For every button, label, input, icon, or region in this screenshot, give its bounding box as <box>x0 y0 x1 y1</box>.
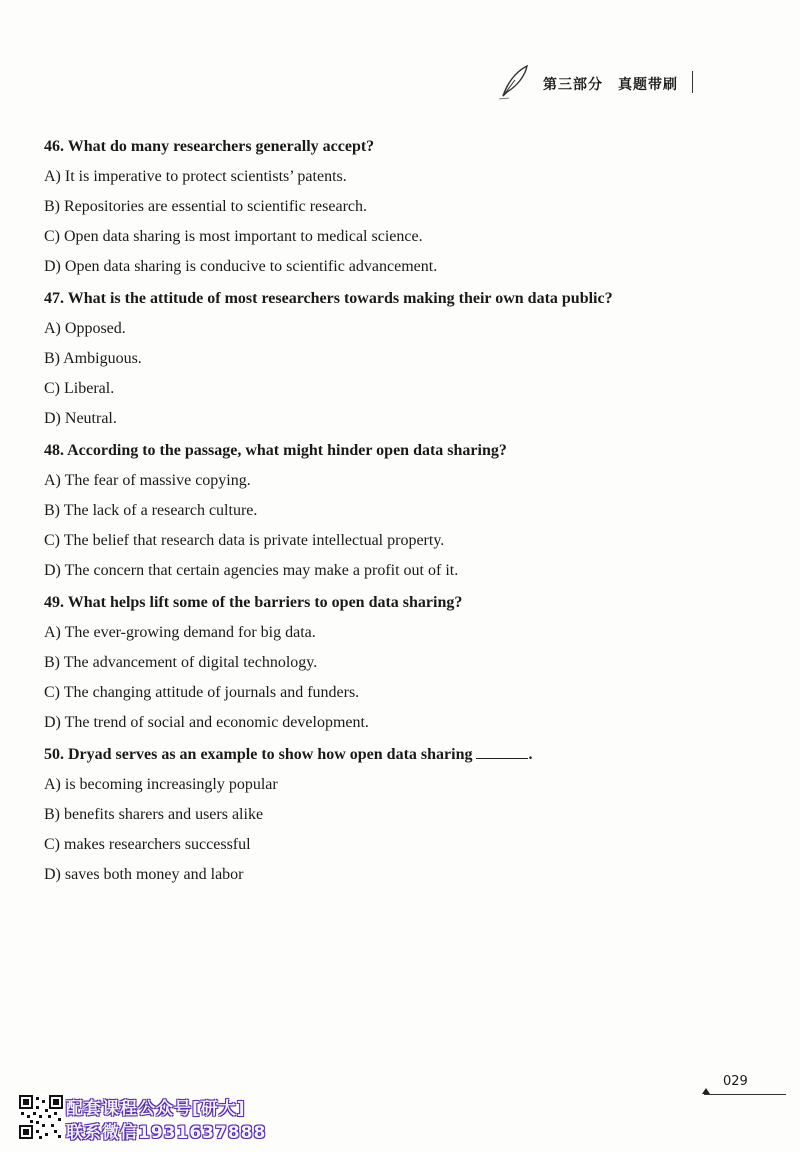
option-b: B) Repositories are essential to scientific research. <box>44 198 367 215</box>
page-number: 029 <box>723 1074 748 1089</box>
promo-watermark <box>18 1092 318 1144</box>
qr-code-icon <box>18 1094 64 1140</box>
question-text: 49. What helps lift some of the barriers to open data sharing? <box>44 594 463 611</box>
answer-blank <box>476 744 528 759</box>
option-a: A) It is imperative to protect scientists’ patents. <box>44 168 347 185</box>
question-end: . <box>528 746 533 763</box>
question-48 <box>44 436 764 586</box>
option-b: B) The advancement of digital technology. <box>44 654 318 671</box>
page-header <box>495 62 755 102</box>
option-a: A) Opposed. <box>44 320 126 337</box>
question-text: 46. What do many researchers generally accept? <box>44 138 375 155</box>
option-c: C) The belief that research data is private intellectual property. <box>44 532 445 549</box>
header-divider <box>692 71 693 93</box>
option-b: B) benefits sharers and users alike <box>44 806 264 823</box>
option-d: D) Neutral. <box>44 410 117 427</box>
question-text: 47. What is the attitude of most researchers towards making their own data public? <box>44 290 613 307</box>
option-d: D) Open data sharing is conducive to scientific advancement. <box>44 258 438 275</box>
question-46 <box>44 132 764 282</box>
option-c: C) Open data sharing is most important to medical science. <box>44 228 423 245</box>
option-b: B) The lack of a research culture. <box>44 502 258 519</box>
option-d: D) The trend of social and economic development. <box>44 714 369 731</box>
question-49 <box>44 588 764 738</box>
option-d: D) saves both money and labor <box>44 866 244 883</box>
question-47 <box>44 284 764 434</box>
option-d: D) The concern that certain agencies may make a profit out of it. <box>44 562 459 579</box>
option-c: C) makes researchers successful <box>44 836 251 853</box>
option-c: C) The changing attitude of journals and funders. <box>44 684 360 701</box>
question-text <box>44 740 764 770</box>
question-list <box>44 132 764 892</box>
footer-rule <box>704 1094 786 1095</box>
option-b: B) Ambiguous. <box>44 350 142 367</box>
option-a: A) is becoming increasingly popular <box>44 776 278 793</box>
question-stem: 50. Dryad serves as an example to show how open data sharing <box>44 746 473 763</box>
question-50 <box>44 740 764 890</box>
option-c: C) Liberal. <box>44 380 115 397</box>
question-text: 48. According to the passage, what might hinder open data sharing? <box>44 442 507 459</box>
section-label: 第三部分 真题带刷 <box>543 77 678 93</box>
watermark-line-2: 联系微信1931637888 <box>66 1123 267 1143</box>
watermark-line-1: 配套课程公众号[研大] <box>66 1099 246 1119</box>
option-a: A) The ever-growing demand for big data. <box>44 624 316 641</box>
option-a: A) The fear of massive copying. <box>44 472 251 489</box>
quill-pen-icon <box>495 62 535 102</box>
